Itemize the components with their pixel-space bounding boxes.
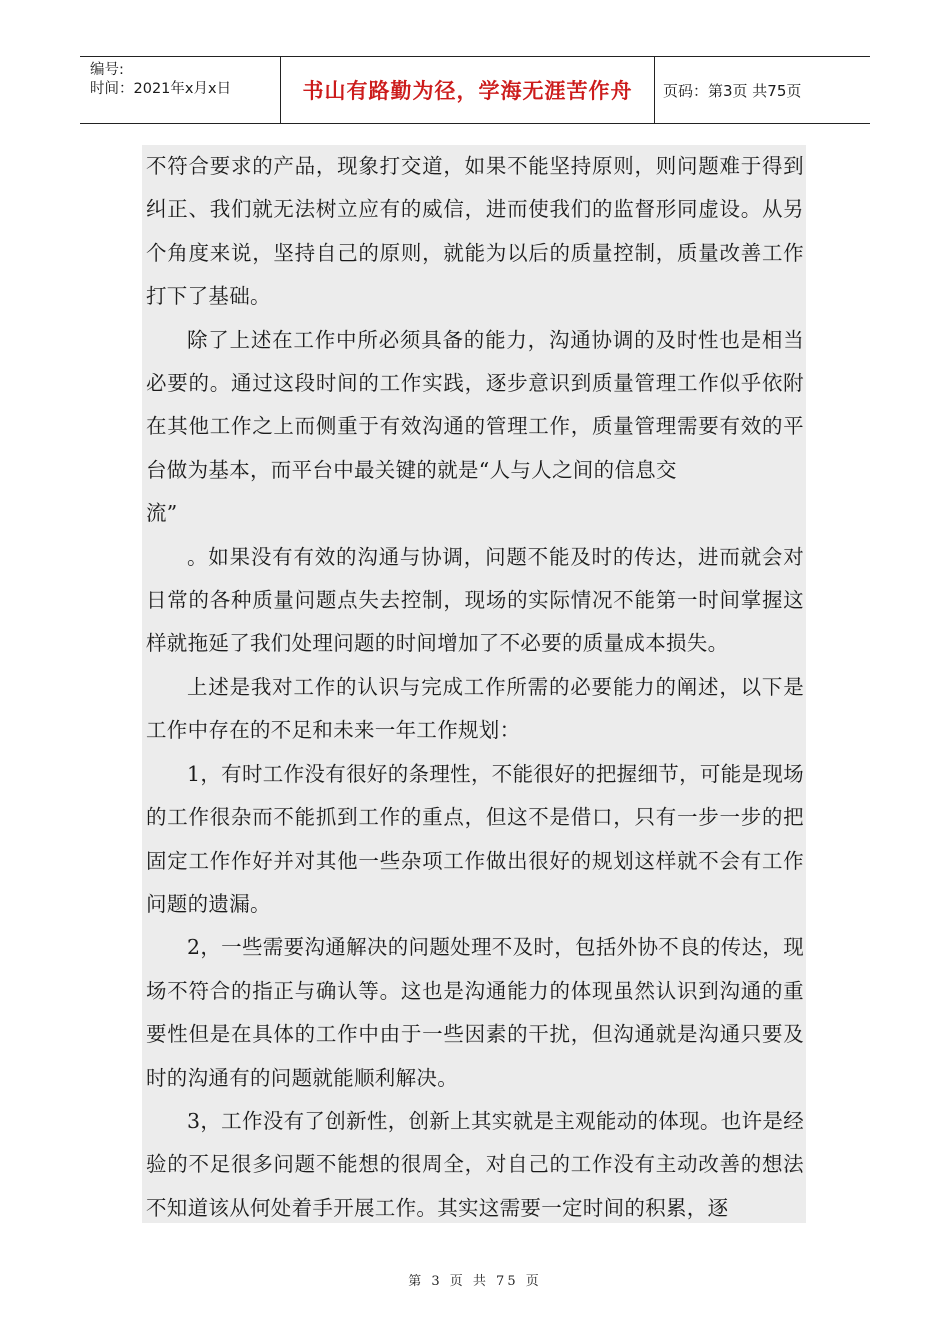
document-date: 时间：2021年x月x日 bbox=[90, 81, 232, 97]
header-motto-cell bbox=[281, 57, 655, 123]
paragraph: 2，一些需要沟通解决的问题处理不及时，包括外协不良的传达，现场不符合的指正与确认等。这也是沟通能力的体现虽然认识到沟通的重要性但是在具体的工作中由于一些因素的干扰，但沟通就是沟通只要及时的沟通有的问题就能顺利解决。 bbox=[146, 935, 804, 1090]
document-body bbox=[142, 145, 806, 1223]
header-meta-cell bbox=[80, 57, 281, 123]
paragraph: 3，工作没有了创新性，创新上其实就是主观能动的体现。也许是经验的不足很多问题不能想的很周全，对自己的工作没有主动改善的想法不知道该从何处着手开展工作。其实这需要一定时间的积累，逐 bbox=[146, 1108, 804, 1220]
paragraph: 上述是我对工作的认识与完成工作所需的必要能力的阐述，以下是工作中存在的不足和未来一年工作规划： bbox=[146, 674, 804, 743]
page-footer: 第 3 页 共 75 页 bbox=[408, 1274, 542, 1289]
header-page-cell bbox=[655, 57, 870, 123]
paragraph: 不符合要求的产品，现象打交道，如果不能坚持原则，则问题难于得到纠正、我们就无法树立应有的威信，进而使我们的监督形同虚设。从另个角度来说，坚持自己的原则，就能为以后的质量控制，质量改善工作打下了基础。 bbox=[146, 154, 804, 309]
header-motto: 书山有路勤为径，学海无涯苦作舟 bbox=[302, 78, 633, 103]
paragraph: 除了上述在工作中所必须具备的能力，沟通协调的及时性也是相当必要的。通过这段时间的工作实践，逐步意识到质量管理工作似乎依附在其他工作之上而侧重于有效沟通的管理工作，质量管理需要有效的平台做为基本，而平台中最关键的就是“人与人之间的信息交 流” bbox=[146, 327, 804, 526]
paragraph: 1，有时工作没有很好的条理性，不能很好的把握细节，可能是现场的工作很杂而不能抓到工作的重点，但这不是借口，只有一步一步的把固定工作作好并对其他一些杂项工作做出很好的规划这样就不会有工作问题的遗漏。 bbox=[146, 761, 804, 916]
page-header bbox=[80, 56, 870, 124]
header-page-info: 页码：第3页 共75页 bbox=[663, 81, 802, 100]
document-number-label: 编号: bbox=[90, 62, 124, 78]
paragraph: 。如果没有有效的沟通与协调，问题不能及时的传达，进而就会对日常的各种质量问题点失去控制，现场的实际情况不能第一时间掌握这样就拖延了我们处理问题的时间增加了不必要的质量成本损失。 bbox=[146, 544, 804, 656]
